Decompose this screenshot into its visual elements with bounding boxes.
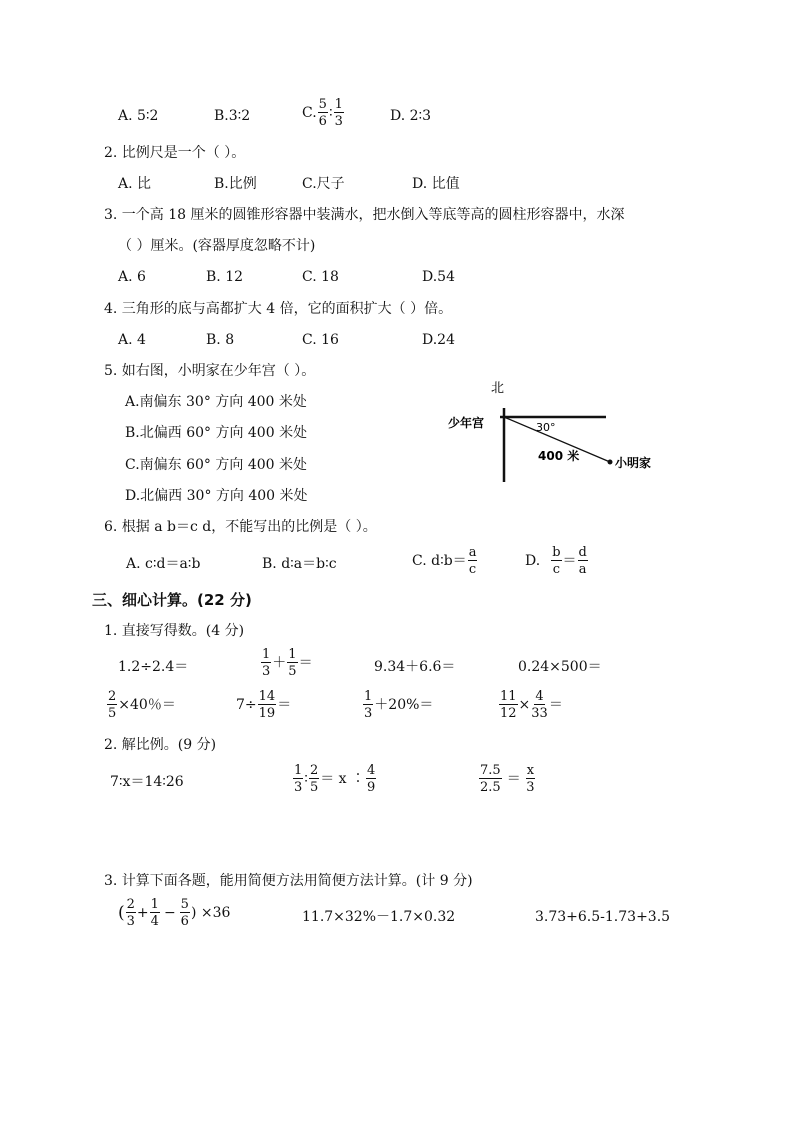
expression-text: ) ×36	[190, 905, 231, 921]
fraction: $\frac{d}{a}$	[578, 545, 587, 577]
q1-option-d: D. 2∶3	[390, 108, 432, 124]
calc-1-7	[362, 690, 433, 720]
q4-option-c: C. 16	[302, 332, 339, 348]
q1-option-c	[302, 98, 345, 128]
equals-sign: ＝	[506, 771, 521, 787]
simplify-3: 3.73+6.5-1.73+3.5	[535, 909, 671, 925]
fraction: $\frac{1}{3}$	[294, 763, 303, 795]
q6-option-c-prefix: C. d∶b＝	[412, 553, 467, 569]
simplify-2: 11.7×32%－1.7×0.32	[302, 909, 456, 925]
q6-option-a: A. c∶d＝a∶b	[126, 556, 201, 572]
fraction: $\frac{4}{9}$	[367, 763, 376, 795]
q6-option-d-prefix: D.	[525, 553, 541, 569]
expression-text: ＋20%＝	[374, 697, 434, 713]
origin-label: 少年宫	[448, 416, 485, 430]
calc-1-1: 1.2÷2.4＝	[118, 659, 189, 675]
calc-1-3: 9.34＋6.6＝	[374, 659, 456, 675]
equals-sign: ＝	[298, 655, 313, 671]
q2-stem: 2. 比例尺是一个（ ）。	[104, 145, 246, 161]
q6-option-c	[412, 546, 478, 576]
q4-option-b: B. 8	[206, 332, 235, 348]
q4-option-d: D.24	[422, 332, 455, 348]
equals-sign: ＝	[277, 697, 292, 713]
section-three-title: 三、细心计算。(22 分)	[92, 591, 252, 609]
fraction: $\frac{7.5}{2.5}$	[480, 763, 501, 795]
fraction: $\frac{2}{5}$	[309, 763, 319, 795]
part-two-title: 2. 解比例。(9 分)	[104, 737, 217, 753]
fraction: $\frac{1}{3}$	[334, 97, 343, 129]
fraction: $\frac{2}{3}$	[126, 897, 135, 929]
q3-stem-line2: （ ）厘米。(容器厚度忽略不计)	[118, 238, 316, 254]
plus-sign: +	[136, 905, 149, 921]
q3-option-d: D.54	[422, 269, 455, 285]
proportion-2	[292, 764, 377, 794]
q1-option-b: B.3∶2	[214, 108, 251, 124]
expression-text: ＝ x ∶	[320, 771, 366, 787]
q3-option-c: C. 18	[302, 269, 339, 285]
fraction: $\frac{1}{3}$	[364, 689, 373, 721]
proportion-1: 7∶x＝14∶26	[110, 774, 184, 790]
calc-1-8	[498, 690, 563, 720]
proportion-3	[478, 764, 536, 794]
q5-stem: 5. 如右图，小明家在少年宫（ ）。	[104, 363, 316, 379]
q6-option-d	[525, 546, 589, 576]
fraction: $\frac{1}{3}$	[262, 647, 271, 679]
part-three-title: 3. 计算下面各题，能用简便方法用简便方法计算。(计 9 分)	[104, 873, 473, 889]
expression-text: 7÷	[236, 697, 257, 713]
angle-label: 30°	[536, 421, 556, 434]
fraction: $\frac{14}{19}$	[258, 689, 276, 721]
ratio-colon: ∶	[328, 105, 333, 121]
minus-sign: −	[163, 905, 176, 921]
q3-stem-line1: 3. 一个高 18 厘米的圆锥形容器中装满水，把水倒入等底等高的圆柱形容器中，水深	[104, 207, 625, 223]
q2-option-c: C.尺子	[302, 176, 345, 192]
q4-stem: 4. 三角形的底与高都扩大 4 倍，它的面积扩大（ ）倍。	[104, 301, 453, 317]
fraction: $\frac{2}{5}$	[108, 689, 117, 721]
fraction: $\frac{5}{6}$	[180, 897, 189, 929]
plus-sign: ＋	[272, 655, 287, 671]
distance-label: 400 米	[538, 449, 580, 463]
q6-option-b: B. d∶a＝b∶c	[262, 556, 337, 572]
q2-option-b: B.比例	[214, 176, 257, 192]
q2-option-d: D. 比值	[412, 176, 460, 192]
calc-1-5	[106, 690, 176, 720]
open-paren: (	[118, 902, 125, 923]
q5-option-c: C.南偏东 60° 方向 400 米处	[125, 457, 307, 473]
fraction: $\frac{5}{6}$	[318, 97, 327, 129]
q6-stem: 6. 根据 a b＝c d，不能写出的比例是（ ）。	[104, 519, 377, 535]
fraction: $\frac{b}{c}$	[552, 545, 561, 577]
ratio-colon: ∶	[304, 771, 308, 787]
q3-option-a: A. 6	[118, 269, 146, 285]
q3-option-b: B. 12	[206, 269, 244, 285]
expression-text: ×40％＝	[118, 697, 176, 713]
calc-1-4: 0.24×500＝	[518, 659, 602, 675]
destination-dot	[608, 460, 613, 465]
fraction: $\frac{4}{33}$	[531, 689, 548, 721]
destination-label: 小明家	[615, 456, 652, 470]
fraction: $\frac{1}{5}$	[288, 647, 297, 679]
fraction: $\frac{x}{3}$	[526, 763, 535, 795]
times-sign: ×	[518, 697, 531, 713]
q2-option-a: A. 比	[118, 176, 152, 192]
calc-1-2	[260, 648, 313, 678]
fraction: $\frac{11}{12}$	[500, 689, 517, 721]
q5-option-d: D.北偏西 30° 方向 400 米处	[125, 488, 308, 504]
part-one-title: 1. 直接写得数。(4 分)	[104, 623, 245, 639]
fraction: $\frac{a}{c}$	[468, 545, 477, 577]
equals-sign: ＝	[548, 697, 563, 713]
q5-option-a: A.南偏东 30° 方向 400 米处	[125, 394, 307, 410]
q1-option-a: A. 5∶2	[118, 108, 159, 124]
q1-option-c-prefix: C.	[302, 105, 317, 121]
simplify-1	[118, 898, 230, 928]
q4-option-a: A. 4	[118, 332, 146, 348]
north-label: 北	[491, 381, 505, 396]
q5-option-b: B.北偏西 60° 方向 400 米处	[125, 425, 308, 441]
fraction: $\frac{1}{4}$	[150, 897, 159, 929]
calc-1-6	[236, 690, 291, 720]
direction-figure	[440, 372, 680, 492]
equals-sign: ＝	[562, 553, 577, 569]
